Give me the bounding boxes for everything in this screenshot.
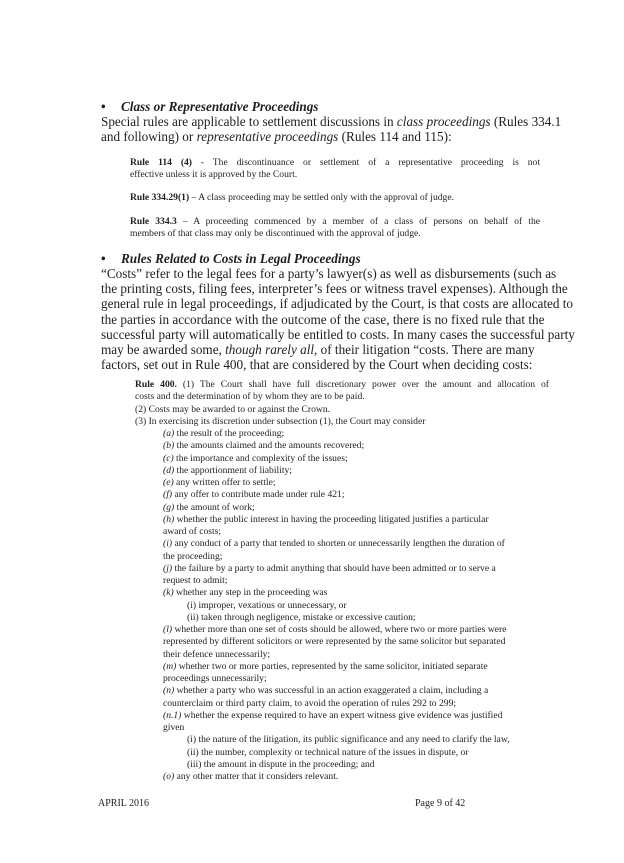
item-n-1: (n.1) whether the expense required to have an expert witness give evidence was justified [163, 709, 503, 721]
rule-114-4: Rule 114 (4) - The discontinuance or settlement of a representative proceeding is not effective unless it is approved by the Court. [130, 157, 540, 181]
intro-paragraph: Special rules are applicable to settlement discussions in class proceedings (Rules 334.1 and following) or representative proceedings (Rules 114 and 115): [101, 114, 562, 145]
item-k-i: (i) improper, vexatious or unnecessary, or [187, 599, 347, 611]
item-b: (b) the amounts claimed and the amounts recovered; [163, 440, 365, 452]
rule-334-29-1: Rule 334.29(1) – A class proceeding may be settled only with the approval of judge. [130, 192, 454, 203]
item-d: (d) the apportionment of liability; [163, 464, 292, 476]
item-n: (n) whether a party who was successful in an action exaggerated a claim, including a [163, 685, 489, 697]
item-o: (o) any other matter that it considers relevant. [163, 771, 339, 782]
rule-334-3: Rule 334.3 – A proceeding commenced by a member of a class of persons on behalf of the members of that class may only be discontinued with the approval of judge. [130, 216, 540, 240]
item-n1-ii: (ii) the number, complexity or technical nature of the issues in dispute, or [187, 746, 469, 758]
item-e: (e) any written offer to settle; [163, 477, 276, 488]
item-k-ii: (ii) taken through negligence, mistake or excessive caution; [187, 611, 416, 623]
costs-paragraph: “Costs” refer to the legal fees for a party’s lawyer(s) as well as disbursements (such as the printing costs, filing fees, interpreter’s fees or witness travel expenses). Although the general rule in legal proceedings, if adjudicated by the Court, is that costs are allocated to the parties in accordance with the outcome of the case, there is no fixed rule that the successful party will automatically be entitled to costs. In many cases the successful party may be awarded some, though rarely all, of their litigation “costs. There are many factors, set out in Rule 400, that are considered by the Court when deciding costs: [101, 266, 575, 373]
item-l: (l) whether more than one set of costs should be allowed, where two or more parties were [163, 624, 507, 635]
item-j: (j) the failure by a party to admit anything that should have been admitted or to serve a [163, 562, 496, 574]
heading-text: Class or Representative Proceedings [121, 99, 319, 114]
item-n1-iii: (iii) the amount in dispute in the proceeding; and [187, 758, 375, 770]
item-g: (g) the amount of work; [163, 501, 255, 513]
item-m: (m) whether two or more parties, represented by the same solicitor, initiated separate [163, 660, 488, 672]
bullet-icon: • [101, 99, 106, 114]
item-i: (i) any conduct of a party that tended to shorten or unnecessarily lengthen the duration of [163, 538, 505, 550]
item-k: (k) whether any step in the proceeding was [163, 587, 328, 599]
item-n1-i: (i) the nature of the litigation, its public significance and any need to clarify the law, [187, 734, 510, 746]
bullet-icon: • [101, 251, 106, 266]
section-heading [101, 99, 571, 114]
item-f: (f) any offer to contribute made under rule 421; [163, 489, 345, 501]
item-c: (c) the importance and complexity of the issues; [163, 452, 348, 464]
item-h: (h) whether the public interest in having the proceeding litigated justifies a particular [163, 513, 489, 525]
section-costs [101, 251, 575, 373]
section-class-proceedings [101, 99, 571, 144]
footer-date: APRIL 2016 [98, 798, 150, 809]
section-heading [101, 251, 571, 266]
rule-400: Rule 400. (1) The Court shall have full discretionary power over the amount and allocation of costs and the determination of by whom they are to be paid. (2) Costs may be awarded to or against the Crown. (3) In exercising its discretion under subsection (1), the Court may consider (a) the result of the proceeding; (b) the amounts claimed and the amounts recovered; (c) the importance and complexity of the issues; (d) the apportionment of liability; (e) any written offer to settle; (f) any offer to contribute made under rule 421; (g) the amount of work; (h) whether the public interest in having the proceeding litigated justifies a particular award of costs; (i) any conduct of a party that tended to shorten or unnecessarily lengthen the duration of the proceeding; (j) the failure by a party to admit anything that should have been admitted or to serve a request to admit; (k) whether any step in the proceeding was (i) improper, vexatious or unnecessary, or (ii) taken through negligence, mistake or excessive caution; (l) whether more than one set of costs should be allowed, where two or more parties were represented by different solicitors or were represented by the same solicitor but separated their defence unnecessarily; (m) whether two or more parties, represented by the same solicitor, initiated separate proceedings unnecessarily; (n) whether a party who was successful in an action exaggerated a claim, including a counterclaim or third party claim, to avoid the operation of rules 292 to 299; (n.1) whether the expense required to have an expert witness give evidence was justified given (i) the nature of the litigation, its public significance and any need to clarify the law, (ii) the number, complexity or technical nature of the issues in dispute, or (iii) the amount in dispute in the proceeding; and (o) any other matter that it considers relevant. [135, 379, 555, 783]
page-number: Page 9 of 42 [415, 798, 466, 809]
heading-text: Rules Related to Costs in Legal Proceedings [121, 251, 361, 266]
item-a: (a) the result of the proceeding; [163, 428, 285, 439]
